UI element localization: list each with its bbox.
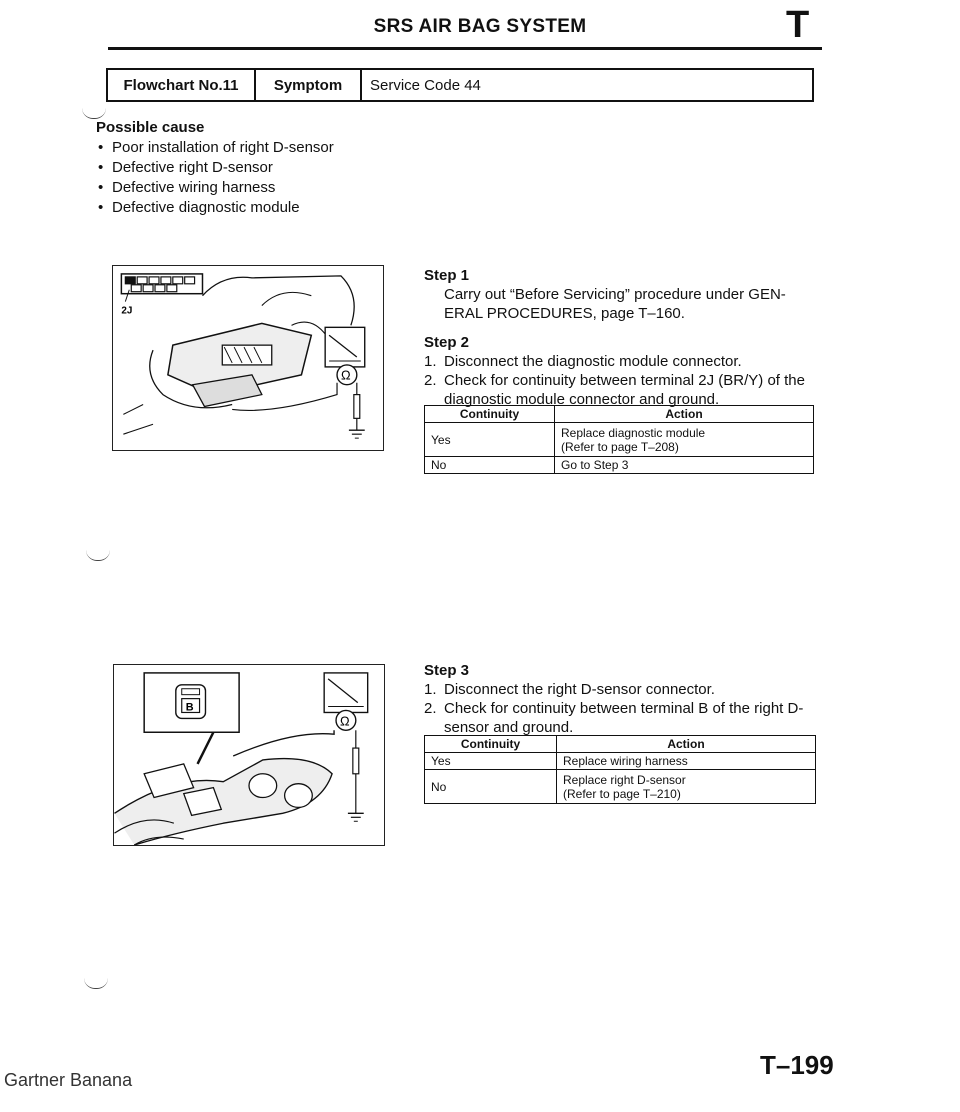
step-3 <box>424 661 816 737</box>
continuity-cell: Yes <box>425 753 557 770</box>
action-cell <box>557 753 816 770</box>
item-text: Disconnect the right D-sensor connector. <box>444 681 715 698</box>
ohm-symbol: Ω <box>340 367 351 383</box>
table-row <box>425 423 814 457</box>
margin-mark <box>86 550 110 561</box>
terminal-label: B <box>185 701 194 714</box>
item-number: 2. <box>424 372 437 389</box>
column-header-action: Action <box>555 406 814 423</box>
step-2 <box>424 333 816 409</box>
diagnostic-module-illustration <box>113 266 383 450</box>
list-item <box>424 352 816 371</box>
step-2-action-table <box>424 405 814 474</box>
item-number: 2. <box>424 700 437 717</box>
ohm-symbol: Ω <box>339 713 350 729</box>
action-cell <box>555 423 814 457</box>
margin-mark <box>84 978 108 989</box>
table-row <box>425 753 816 770</box>
action-line: Replace right D-sensor <box>563 772 686 787</box>
possible-cause-list <box>96 138 334 218</box>
action-line: (Refer to page T–210) <box>563 786 681 801</box>
list-item: • Defective diagnostic module <box>96 198 334 218</box>
step-3-action-table <box>424 735 816 804</box>
action-line: (Refer to page T–208) <box>561 439 679 454</box>
flowchart-number: Flowchart No.11 <box>108 70 256 100</box>
flowchart-header-box <box>106 68 814 102</box>
item-number: 1. <box>424 681 437 698</box>
item-number: 1. <box>424 353 437 370</box>
header-rule <box>108 47 822 50</box>
symptom-label: Symptom <box>256 70 362 100</box>
page-number: T–199 <box>760 1050 834 1080</box>
watermark-text: Gartner Banana <box>4 1070 133 1090</box>
column-header-continuity: Continuity <box>425 406 555 423</box>
list-item <box>424 680 816 699</box>
step-1 <box>424 266 816 323</box>
action-line: Go to Step 3 <box>561 458 629 472</box>
continuity-cell: No <box>425 457 555 474</box>
figure-diagnostic-module-continuity <box>112 265 384 451</box>
step-1-title: Step 1 <box>424 267 470 284</box>
table-header-row <box>425 406 814 423</box>
action-cell <box>557 770 816 804</box>
item-text: Disconnect the diagnostic module connector. <box>444 353 742 370</box>
page-title: SRS AIR BAG SYSTEM <box>373 16 587 37</box>
action-line: Replace wiring harness <box>563 754 688 768</box>
table-row <box>425 770 816 804</box>
table-header-row <box>425 736 816 753</box>
item-text: Check for continuity between terminal B of the right D-sensor and ground. <box>444 700 804 736</box>
d-sensor-illustration <box>114 665 384 845</box>
continuity-cell: Yes <box>425 423 555 457</box>
list-item: • Defective right D-sensor <box>96 158 334 178</box>
step-2-title: Step 2 <box>424 334 470 351</box>
column-header-action: Action <box>557 736 816 753</box>
step-2-instructions <box>424 352 816 409</box>
terminal-label: 2J <box>121 305 133 317</box>
table-row <box>425 457 814 474</box>
column-header-continuity: Continuity <box>425 736 557 753</box>
possible-cause-section <box>96 118 334 218</box>
service-code: Service Code 44 <box>370 76 481 94</box>
list-item <box>424 699 816 737</box>
action-line: Replace diagnostic module <box>561 425 706 440</box>
item-text: Check for continuity between terminal 2J (BR/Y) of the diagnostic module connector and ground. <box>444 372 805 408</box>
section-letter: T <box>786 4 810 46</box>
figure-d-sensor-continuity <box>113 664 385 846</box>
continuity-cell: No <box>425 770 557 804</box>
step-3-instructions <box>424 680 816 737</box>
list-item: • Defective wiring harness <box>96 178 334 198</box>
action-cell <box>555 457 814 474</box>
list-item <box>424 371 816 409</box>
step-1-text: Carry out “Before Servicing” procedure under GEN-ERAL PROCEDURES, page T–160. <box>444 286 786 322</box>
step-3-title: Step 3 <box>424 662 470 679</box>
list-item: • Poor installation of right D-sensor <box>96 138 334 158</box>
possible-cause-heading: Possible cause <box>96 119 205 136</box>
